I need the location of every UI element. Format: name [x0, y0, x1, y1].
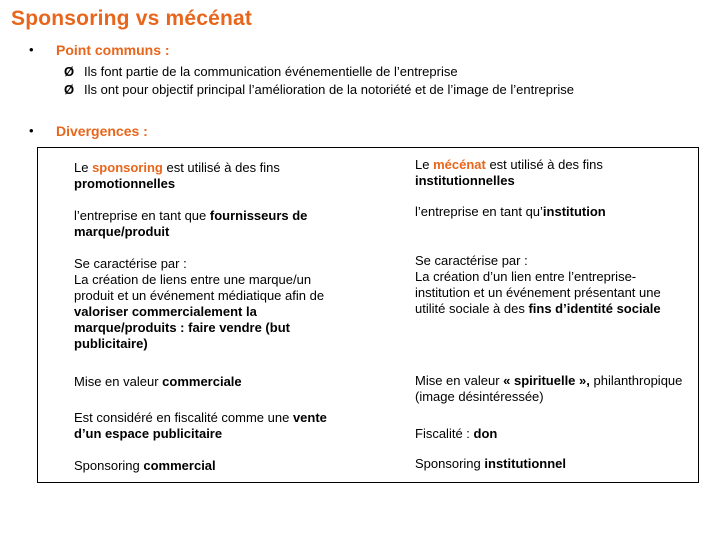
page-title: Sponsoring vs mécénat [11, 7, 253, 30]
arrow-bullet-icon: Ø [64, 64, 75, 79]
table-cell-sponsoring-role: l’entreprise en tant que fournisseurs de marque/produit [74, 208, 308, 239]
sub-item-text: Ils font partie de la communication événementielle de l’entreprise [84, 64, 458, 79]
table-cell-sponsoring-purpose: Le sponsoring est utilisé à des fins promotionnelles [74, 160, 280, 191]
bullet-dot: • [29, 42, 34, 57]
table-cell-sponsoring-type: Sponsoring commercial [74, 458, 216, 473]
table-cell-sponsoring-characteristics: Se caractérise par : La création de liens entre une marque/un produit et un événement médiatique afin de valoriser commercialement la marque/produits : faire vendre (but publicitaire) [74, 256, 325, 351]
sub-item-text: Ils ont pour objectif principal l’amélioration de la notoriété et de l’image de l’entreprise [84, 82, 574, 97]
table-cell-mecenat-valorisation: Mise en valeur « spirituelle », philanthropique (image désintéressée) [415, 373, 683, 404]
bullet-label-points-communs: Point communs : [56, 42, 170, 58]
sub-item [64, 82, 574, 97]
arrow-bullet-icon: Ø [64, 82, 75, 97]
table-cell-sponsoring-valorisation: Mise en valeur commerciale [74, 374, 242, 389]
table-cell-mecenat-fiscalite: Fiscalité : don [415, 426, 498, 441]
table-cell-mecenat-type: Sponsoring institutionnel [415, 456, 566, 471]
sub-item [64, 64, 458, 79]
bullet-label-divergences: Divergences : [56, 123, 148, 139]
table-cell-mecenat-role: l’entreprise en tant qu’institution [415, 204, 606, 219]
table-cell-sponsoring-fiscalite: Est considéré en fiscalité comme une vente d’un espace publicitaire [74, 410, 327, 441]
table-cell-mecenat-characteristics: Se caractérise par : La création d’un lien entre l’entreprise-institution et un événement présentant une utilité sociale à des fins d’identité sociale [415, 253, 661, 316]
table-cell-mecenat-purpose: Le mécénat est utilisé à des fins institutionnelles [415, 157, 603, 188]
bullet-dot: • [29, 123, 34, 138]
